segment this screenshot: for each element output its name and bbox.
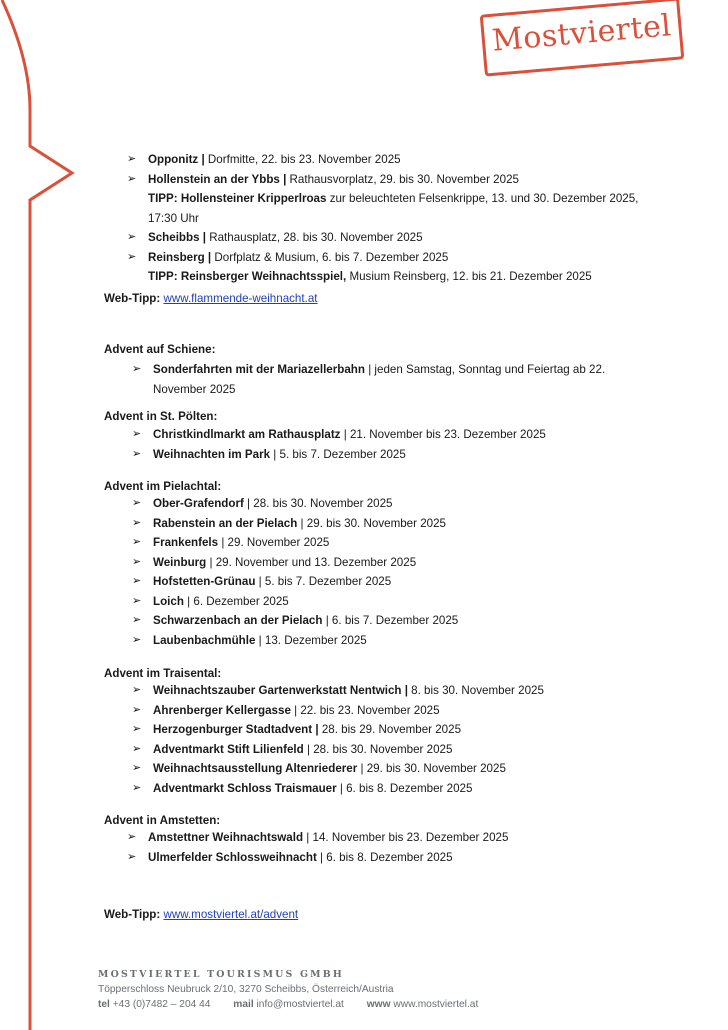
amstetten-list [127, 828, 648, 867]
footer-address: Töpperschloss Neubruck 2/10, 3270 Scheibbs, Österreich/Austria [98, 984, 394, 995]
section-heading: Advent im Traisental: [104, 667, 222, 680]
item-detail: Dorfplatz & Musium, 6. bis 7. Dezember 2025 [211, 250, 449, 264]
item-detail: 28. bis 29. November 2025 [318, 723, 462, 736]
item-detail: | 29. bis 30. November 2025 [357, 762, 506, 775]
schiene-list [132, 360, 623, 399]
footer-mail[interactable]: info@mostviertel.at [256, 999, 344, 1010]
item-title: Amstettner Weihnachtswald [148, 831, 304, 844]
web-tip-label: Web-Tipp: [104, 908, 161, 921]
arrow-bullet-icon: ➢ [132, 447, 142, 460]
section-heading: Advent in Amstetten: [104, 814, 221, 827]
web-tip-link[interactable]: www.flammende-weihnacht.at [163, 292, 318, 305]
arrow-bullet-icon: ➢ [132, 594, 142, 607]
item-title: Loich [153, 594, 184, 608]
list-item [127, 848, 648, 868]
list-item [132, 779, 653, 799]
arrow-bullet-icon: ➢ [132, 723, 142, 735]
tip-text [148, 189, 648, 228]
arrow-bullet-icon: ➢ [132, 703, 142, 716]
arrow-bullet-icon: ➢ [127, 850, 137, 863]
traisental-list [132, 681, 653, 798]
item-title: Reinsberg | [148, 250, 212, 264]
item-title: Sonderfahrten mit der Mariazellerbahn [153, 363, 365, 376]
list-item [127, 828, 648, 848]
footer-tel[interactable]: +43 (0)7482 – 204 44 [112, 999, 211, 1010]
list-item [132, 631, 653, 651]
stpoelten-list [132, 425, 653, 464]
item-detail: Rathausplatz, 28. bis 30. November 2025 [206, 231, 423, 244]
arrow-bullet-icon: ➢ [132, 555, 142, 568]
item-detail: | 6. bis 7. Dezember 2025 [322, 614, 459, 627]
pielachtal-list [132, 494, 653, 650]
item-title: Frankenfels [153, 536, 219, 549]
item-title: Herzogenburger Stadtadvent | [153, 723, 319, 736]
arrow-bullet-icon: ➢ [127, 172, 137, 185]
item-title: Adventmarkt Schloss Traismauer [153, 781, 337, 795]
footer-company: MOSTVIERTEL TOURISMUS GMBH [98, 969, 344, 980]
arrow-bullet-icon: ➢ [132, 428, 142, 440]
tip-title: TIPP: Hollensteiner Kripperlroas [148, 192, 327, 205]
tel-label: tel [98, 999, 110, 1010]
arrow-bullet-icon: ➢ [132, 614, 142, 626]
item-detail: | 22. bis 23. November 2025 [290, 703, 440, 717]
item-detail: 8. bis 30. November 2025 [407, 684, 544, 697]
tip-text [148, 267, 648, 287]
list-item [132, 572, 653, 592]
item-title: Schwarzenbach an der Pielach [153, 614, 323, 627]
list-item [132, 425, 653, 445]
item-title: Weihnachtszauber Gartenwerkstatt Nentwich | [153, 684, 408, 697]
arrow-bullet-icon: ➢ [132, 781, 142, 794]
item-title: Rabenstein an der Pielach [153, 516, 298, 530]
tip-detail: zur beleuchteten Felsenkrippe, 13. und 30. Dezember 2025, 17:30 Uhr [148, 192, 639, 225]
list-item [127, 228, 648, 248]
list-item [127, 150, 648, 170]
item-title: Adventmarkt Stift Lilienfeld [153, 742, 304, 756]
arrow-bullet-icon: ➢ [132, 516, 142, 529]
arrow-bullet-icon: ➢ [132, 363, 142, 375]
item-title: Hollenstein an der Ybbs | [148, 172, 287, 186]
list-item [132, 592, 653, 612]
section-heading: Advent in St. Pölten: [104, 410, 218, 423]
section-heading: Advent im Pielachtal: [104, 480, 222, 493]
list-item [132, 681, 653, 701]
item-detail: | 5. bis 7. Dezember 2025 [255, 575, 392, 588]
item-title: Ulmerfelder Schlossweihnacht [148, 850, 317, 864]
list-item [132, 759, 653, 779]
web-tip [104, 292, 318, 305]
item-detail: | 14. November bis 23. Dezember 2025 [303, 831, 509, 844]
list-item [132, 445, 653, 465]
footer-www[interactable]: www.mostviertel.at [393, 999, 479, 1010]
arrow-bullet-icon: ➢ [132, 575, 142, 587]
item-detail: | 13. Dezember 2025 [255, 633, 367, 647]
item-title: Ober-Grafendorf [153, 497, 244, 510]
item-title: Scheibbs | [148, 231, 207, 244]
section-heading: Advent auf Schiene: [104, 343, 216, 356]
item-title: Laubenbachmühle [153, 633, 256, 647]
web-tip-link[interactable]: www.mostviertel.at/advent [163, 908, 299, 921]
item-detail: | 6. Dezember 2025 [183, 594, 289, 608]
list-item [132, 533, 653, 553]
item-detail: | jeden Samstag, Sonntag und Feiertag ab 22. November 2025 [153, 363, 606, 396]
item-title: Christkindlmarkt am Rathausplatz [153, 428, 341, 441]
logo-text: Mostviertel [490, 8, 673, 59]
item-detail: | 6. bis 8. Dezember 2025 [336, 781, 473, 795]
item-detail: | 5. bis 7. Dezember 2025 [270, 447, 406, 461]
list-item [132, 611, 653, 631]
arrow-bullet-icon: ➢ [132, 742, 142, 755]
arrow-bullet-icon: ➢ [127, 231, 137, 243]
item-title: Weinburg [153, 555, 207, 569]
item-detail: Rathausvorplatz, 29. bis 30. November 2025 [286, 172, 519, 186]
list-item [132, 720, 653, 740]
item-detail: | 28. bis 30. November 2025 [243, 497, 393, 510]
www-label: www [366, 999, 391, 1010]
item-title: Hofstetten-Grünau [153, 575, 256, 588]
list-item [132, 514, 653, 534]
tip-detail: Musium Reinsberg, 12. bis 21. Dezember 2025 [346, 270, 592, 283]
web-tip-label: Web-Tipp: [104, 292, 161, 305]
mail-label: mail [233, 999, 254, 1010]
arrow-bullet-icon: ➢ [132, 536, 142, 548]
arrow-bullet-icon: ➢ [132, 497, 142, 509]
footer-contact [98, 997, 478, 1012]
arrow-bullet-icon: ➢ [127, 153, 137, 165]
arrow-bullet-icon: ➢ [127, 250, 137, 263]
list-item [132, 740, 653, 760]
market-list-top [127, 150, 648, 287]
item-detail: | 28. bis 30. November 2025 [303, 742, 453, 756]
arrow-bullet-icon: ➢ [132, 762, 142, 774]
list-item [127, 170, 648, 229]
item-detail: Dorfmitte, 22. bis 23. November 2025 [204, 153, 401, 166]
item-title: Opponitz | [148, 153, 205, 166]
footer [98, 967, 478, 1012]
item-detail: | 21. November bis 23. Dezember 2025 [340, 428, 546, 441]
arrow-bullet-icon: ➢ [127, 831, 137, 843]
arrow-bullet-icon: ➢ [132, 633, 142, 646]
item-title: Ahrenberger Kellergasse [153, 703, 291, 717]
item-title: Weihnachten im Park [153, 447, 271, 461]
item-detail: | 29. bis 30. November 2025 [297, 516, 446, 530]
item-detail: | 29. November und 13. Dezember 2025 [206, 555, 417, 569]
arrow-bullet-icon: ➢ [132, 684, 142, 696]
list-item [132, 553, 653, 573]
web-tip [104, 908, 298, 921]
item-title: Weihnachtsausstellung Altenriederer [153, 762, 358, 775]
item-detail: | 29. November 2025 [218, 536, 330, 549]
list-item [132, 701, 653, 721]
tip-title: TIPP: Reinsberger Weihnachtsspiel, [148, 270, 347, 283]
item-detail: | 6. bis 8. Dezember 2025 [316, 850, 453, 864]
list-item [132, 360, 623, 399]
list-item [132, 494, 653, 514]
list-item [127, 248, 648, 287]
